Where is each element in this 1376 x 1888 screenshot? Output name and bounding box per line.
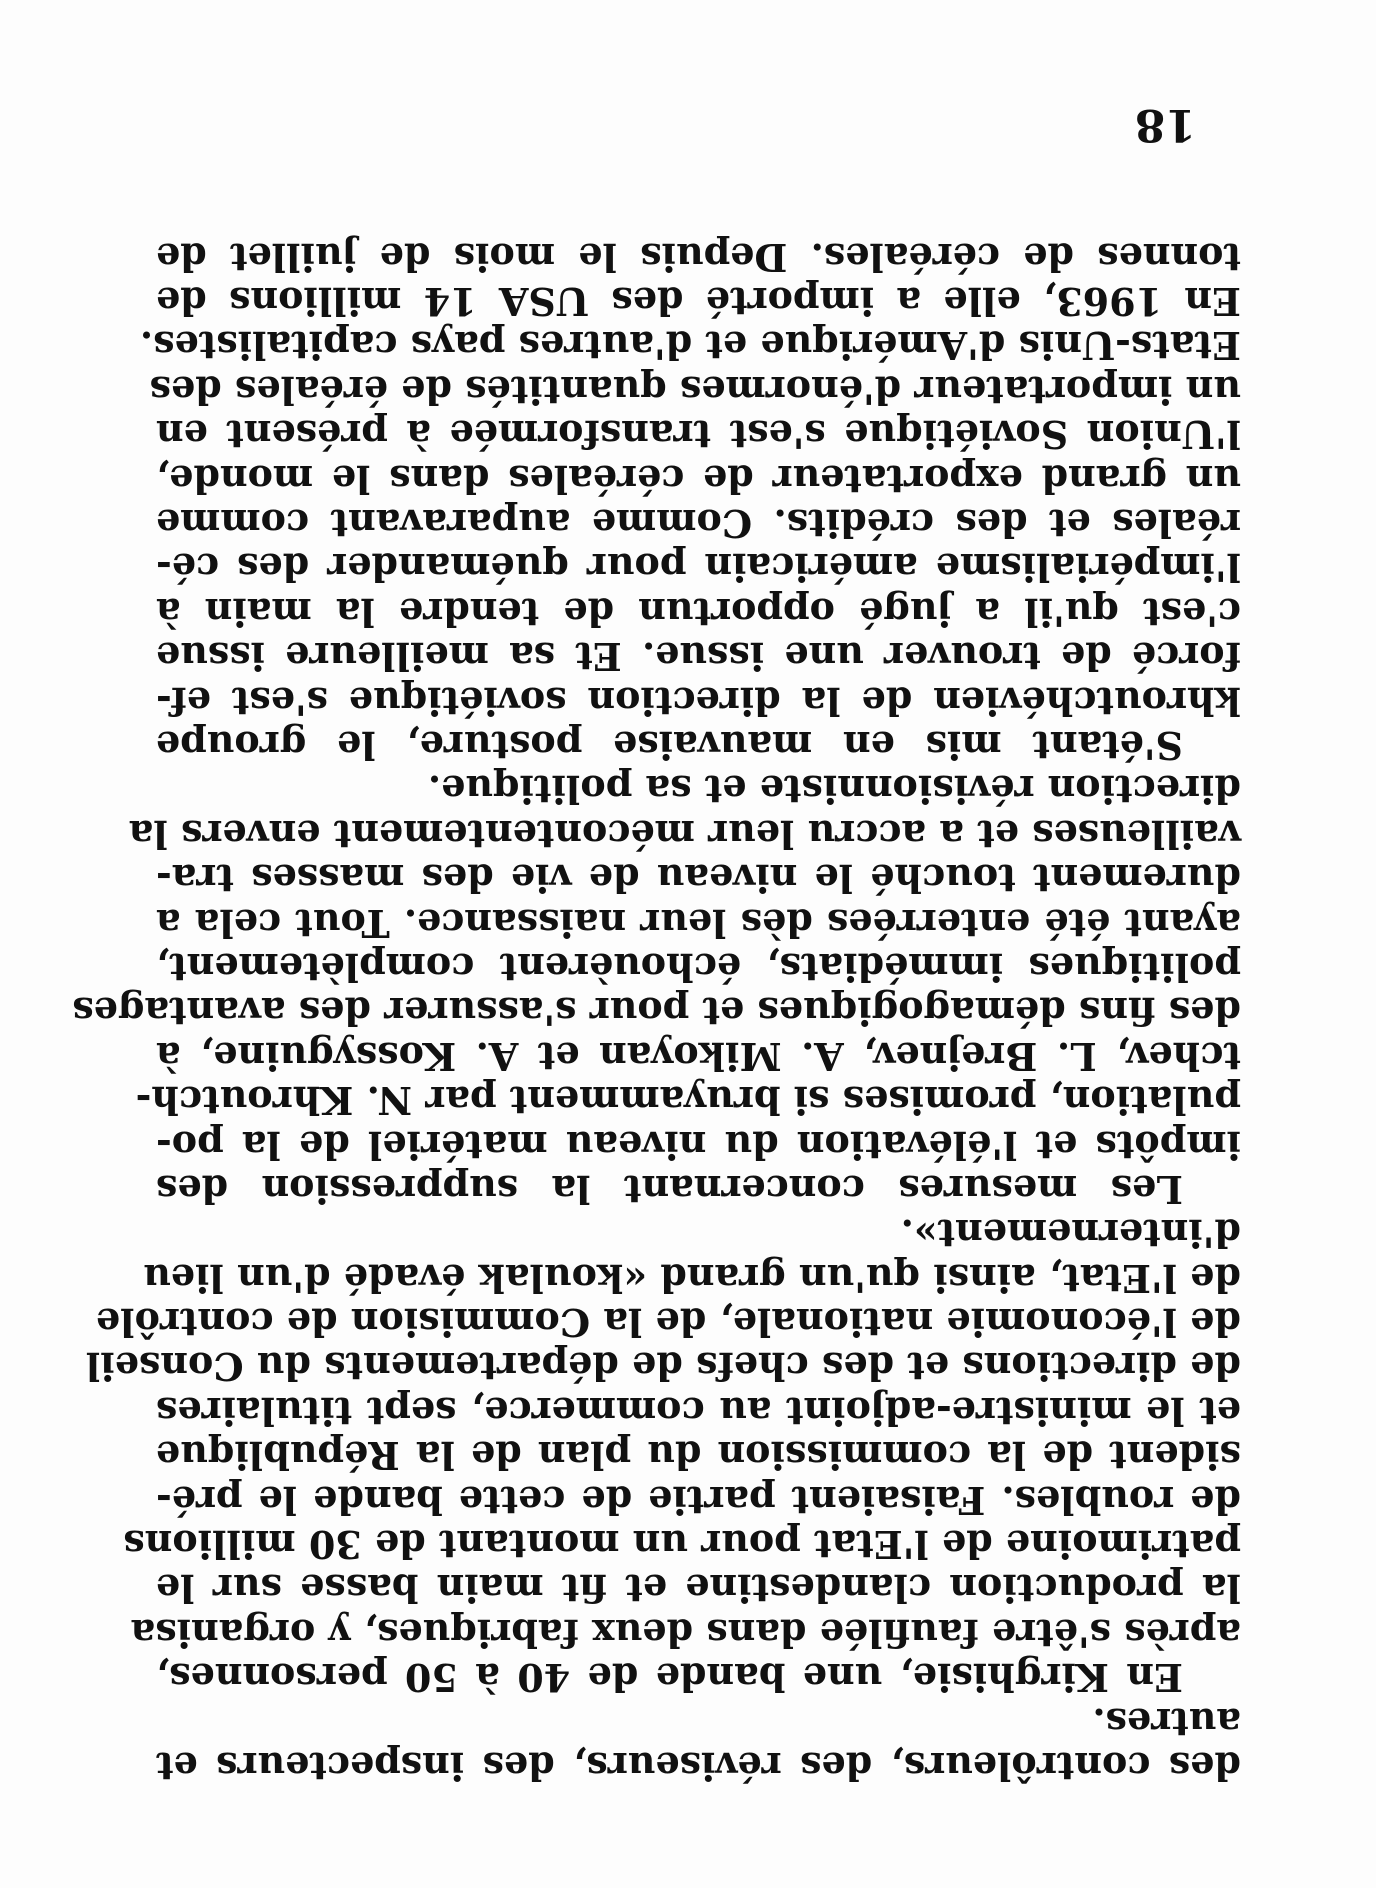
text-line: réales et des crédits. Comme auparavant comme — [156, 501, 1241, 547]
text-line: tchev, L. Brejnev, A. Mikoyan et A. Kossyguine, à — [156, 1033, 1241, 1079]
text-line: khroutchévien de la direction soviétique s'est ef- — [156, 678, 1241, 724]
page-number: 18 — [1134, 99, 1196, 150]
body-text — [72, 234, 1241, 1789]
text-line: de roubles. Faisaient partie de cette bande le pré- — [156, 1477, 1241, 1523]
text-line: des contrôleurs, des réviseurs, des inspecteurs et — [156, 1744, 1241, 1789]
text-line: c'est qu'il a jugé opportun de tendre la main à — [156, 589, 1241, 635]
text-line: tonnes de céréales. Depuis le mois de juillet de — [156, 234, 1241, 280]
text-line: de directions et des chefs de départements du Conseil — [85, 1344, 1241, 1390]
text-line: autres. — [1092, 1699, 1241, 1745]
text-line: sident de la commission du plan de la République — [156, 1433, 1241, 1479]
text-line: des fins démagogiques et pour s'assurer des avantages — [72, 989, 1241, 1035]
text-line: Etats-Unis d'Amérique et d'autres pays capitalistes. — [139, 323, 1241, 369]
text-line: d'internement». — [900, 1211, 1241, 1257]
text-line: impôts et l'élévation du niveau matériel de la po- — [156, 1122, 1241, 1168]
text-line: durement touché le niveau de vie des masses tra- — [156, 856, 1241, 902]
text-line: un importateur d'énormes quantités de éréales des — [149, 367, 1241, 413]
text-line: la production clandestine et fit main basse sur le — [156, 1566, 1241, 1612]
text-line: de l'Etat, ainsi qu'un grand «koulak évadé d'un lieu — [143, 1255, 1241, 1301]
text-line: ayant été enterrées dès leur naissance. Tout cela a — [156, 900, 1241, 946]
text-line: politiques immédiats, échouèrent complètement, — [156, 944, 1241, 990]
text-line: S'étant mis en mauvaise posture, le groupe — [156, 723, 1183, 769]
text-line: vailleuses et a accru leur mécontentement envers la — [128, 811, 1241, 857]
text-line: l'impérialisme américain pour quémander des cé- — [156, 545, 1241, 591]
text-line: patrimoine de l'Etat pour un montant de 30 millions — [123, 1522, 1241, 1568]
text-line: En Kirghisie, une bande de 40 à 50 personnes, — [156, 1655, 1183, 1701]
text-line: et le ministre-adjoint au commerce, sept titulaires — [156, 1388, 1241, 1434]
text-line: de l'économie nationale, de la Commision de contrôle — [96, 1300, 1241, 1346]
text-line: Les mesures concernant la suppression des — [156, 1166, 1183, 1212]
text-line: après s'être faufilée dans deux fabriques, y organisa — [130, 1610, 1241, 1656]
text-line: un grand exportateur de céréales dans le monde, — [156, 456, 1241, 502]
text-line: l'Union Soviétique s'est transformée à présent en — [156, 412, 1241, 458]
text-line: En 1963, elle a importé des USA 14 millions de — [156, 279, 1241, 325]
text-line: pulation, promises si bruyamment par N. Khroutch- — [135, 1078, 1241, 1124]
text-line: forcé de trouver une issue. Et sa meilleure issue — [156, 634, 1241, 680]
text-line: direction révisionniste et sa politique. — [427, 767, 1241, 813]
